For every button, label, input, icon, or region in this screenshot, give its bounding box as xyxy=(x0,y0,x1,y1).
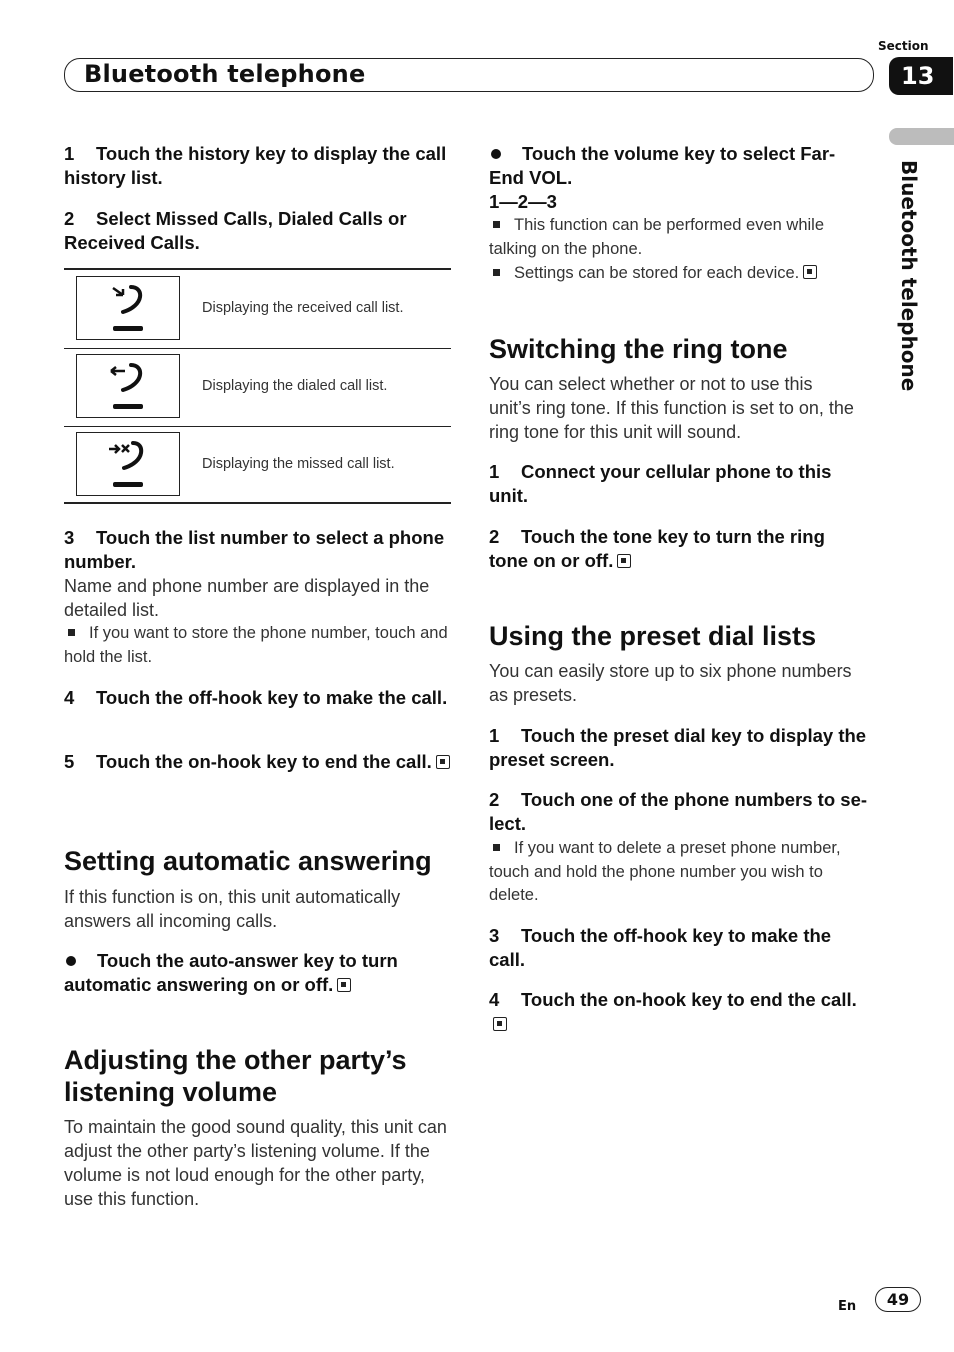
end-of-section-icon xyxy=(493,1017,507,1031)
heading-auto-answer: Setting automatic answering xyxy=(64,846,432,876)
auto-answer-step: Touch the auto-answer key to turn automatic answering on or off. xyxy=(64,950,398,995)
table-cell-missed: Displaying the missed call list. xyxy=(202,456,395,472)
table-rule xyxy=(64,426,451,427)
round-bullet-icon xyxy=(491,149,501,159)
end-of-section-icon xyxy=(803,265,817,279)
end-of-section-icon xyxy=(337,978,351,992)
language-label: En xyxy=(838,1299,857,1314)
table-bottom-rule xyxy=(64,502,451,504)
step-4: 4 Touch the off-hook key to make the call. xyxy=(64,687,448,708)
step-2: 2 Select Missed Calls, Dialed Calls or Received Calls. xyxy=(64,208,407,253)
received-call-key xyxy=(76,276,180,340)
step-1: 1 Touch the history key to display the call history list. xyxy=(64,143,447,188)
preset-step-2: 2 Touch one of the phone numbers to se-lect. xyxy=(489,789,868,834)
preset-step-1: 1 Touch the preset dial key to display the preset screen. xyxy=(489,725,867,770)
step-3-note: If you want to store the phone number, touch and hold the list. xyxy=(64,624,448,666)
preset-body: You can easily store up to six phone numbers as presets. xyxy=(489,661,852,705)
heading-preset-dial: Using the preset dial lists xyxy=(489,621,817,651)
dialed-call-icon xyxy=(107,361,151,395)
preset-step-4: 4 Touch the on-hook key to end the call. xyxy=(489,988,869,1036)
volume-note-1: This function can be performed even while talking on the phone. xyxy=(489,216,825,258)
page-number: 49 xyxy=(875,1287,921,1312)
ring-step-2: 2 Touch the tone key to turn the ring tone on or off. xyxy=(489,526,825,571)
side-tab-marker xyxy=(889,128,954,145)
square-bullet-icon xyxy=(493,269,500,276)
received-call-icon xyxy=(107,283,151,317)
preset-step-3: 3 Touch the off-hook key to make the call. xyxy=(489,925,832,970)
table-top-rule xyxy=(64,268,451,270)
round-bullet-icon xyxy=(66,956,76,966)
table-cell-dialed: Displaying the dialed call list. xyxy=(202,378,388,394)
ring-tone-body: You can select whether or not to use this unit’s ring tone. If this function is set to on, the ring tone for this unit will sound. xyxy=(489,374,854,442)
dialed-call-key xyxy=(76,354,180,418)
section-label: Section xyxy=(878,39,929,53)
end-of-section-icon xyxy=(436,755,450,769)
preset-note: If you want to delete a preset phone number, touch and hold the phone number you wish to delete. xyxy=(489,839,841,904)
end-of-section-icon xyxy=(617,554,631,568)
square-bullet-icon xyxy=(68,629,75,636)
heading-ring-tone: Switching the ring tone xyxy=(489,334,788,364)
step-3: 3 Touch the list number to select a phone number. xyxy=(64,527,445,572)
volume-note-2: Settings can be stored for each device. xyxy=(489,262,869,286)
page-title: Bluetooth telephone xyxy=(84,60,366,88)
square-bullet-icon xyxy=(493,844,500,851)
volume-sequence: 1—2—3 xyxy=(489,191,557,212)
step-3-body: Name and phone number are displayed in the detailed list. xyxy=(64,576,430,620)
missed-call-icon xyxy=(107,439,151,473)
table-cell-received: Displaying the received call list. xyxy=(202,300,404,316)
step-5: 5 Touch the on-hook key to end the call. xyxy=(64,750,454,774)
table-rule xyxy=(64,348,451,349)
side-tab-label: Bluetooth telephone xyxy=(897,160,921,392)
missed-call-key xyxy=(76,432,180,496)
heading-listening-volume: Adjusting the other party’s listening volume xyxy=(64,1045,407,1107)
volume-step: Touch the volume key to select Far-End VOL. xyxy=(489,143,836,188)
square-bullet-icon xyxy=(493,221,500,228)
ring-step-1: 1 Connect your cellular phone to this unit. xyxy=(489,461,832,506)
listening-volume-body: To maintain the good sound quality, this unit can adjust the other party’s listening volume. If the volume is not loud enough for the other party, use this function. xyxy=(64,1117,447,1209)
auto-answer-body: If this function is on, this unit automatically answers all incoming calls. xyxy=(64,887,401,931)
section-number: 13 xyxy=(889,57,953,95)
